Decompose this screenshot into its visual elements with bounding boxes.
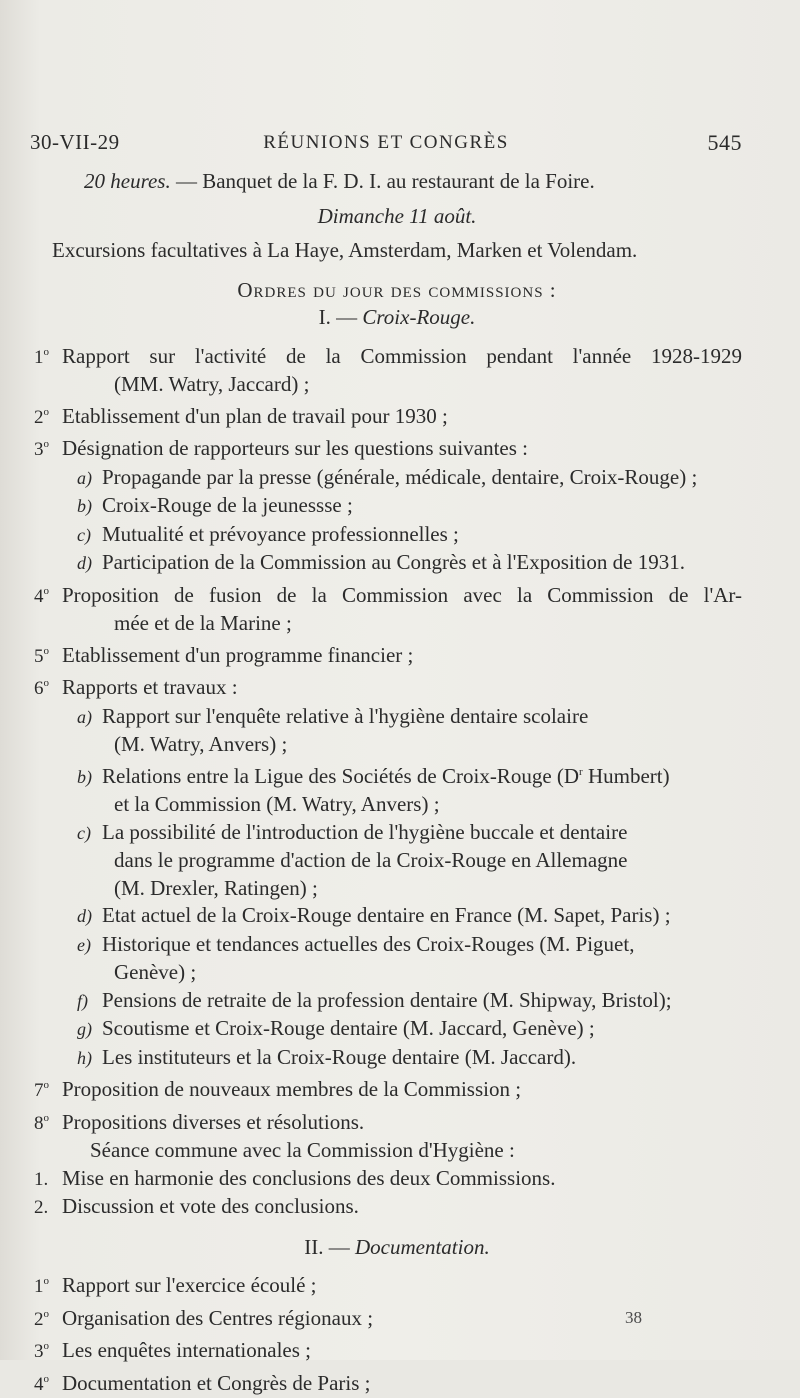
sub-item: f) Pensions de retraite de la profession dentaire (M. Shipway, Bristol); bbox=[52, 987, 742, 1016]
signature-mark: 38 bbox=[625, 1308, 642, 1328]
list-item: 1. Mise en harmonie des conclusions des deux Commissions. bbox=[52, 1165, 742, 1194]
header-date: 30-VII-29 bbox=[30, 130, 120, 155]
list-item: 7$^o$ Proposition de nouveaux membres de la Commission ; bbox=[52, 1072, 742, 1105]
list-item: 4$^o$ Proposition de fusion de la Commission avec la Commission de l'Ar- bbox=[52, 578, 742, 611]
document-body bbox=[52, 168, 742, 1398]
sub-item-continuation: (M. Drexler, Ratingen) ; bbox=[52, 875, 742, 903]
list-item-continuation: mée et de la Marine ; bbox=[52, 610, 742, 638]
list-item: 6$^o$ Rapports et travaux : bbox=[52, 670, 742, 703]
sub-item-continuation: dans le programme d'action de la Croix-Rouge en Allemagne bbox=[52, 847, 742, 875]
page-number: 545 bbox=[708, 130, 743, 156]
list-item: 3$^o$ Désignation de rapporteurs sur les questions suivantes : bbox=[52, 431, 742, 464]
section-heading: Ordres du jour des commissions : bbox=[52, 277, 742, 305]
sub-item: b) Croix-Rouge de la jeunessse ; bbox=[52, 492, 742, 521]
sub-item: a) Rapport sur l'enquête relative à l'hygiène dentaire scolaire bbox=[52, 703, 742, 732]
banquet-line: 20 heures. — Banquet de la F. D. I. au restaurant de la Foire. bbox=[52, 168, 742, 196]
list-item: 2. Discussion et vote des conclusions. bbox=[52, 1193, 742, 1222]
sub-item: d) Participation de la Commission au Congrès et à l'Exposition de 1931. bbox=[52, 549, 742, 578]
subsection-heading-2: II. — Documentation. bbox=[52, 1234, 742, 1262]
list-item: 1$^o$ Rapport sur l'activité de la Commission pendant l'année 1928-1929 bbox=[52, 339, 742, 372]
sub-item: e) Historique et tendances actuelles des Croix-Rouges (M. Piguet, bbox=[52, 931, 742, 960]
sub-item-continuation: (M. Watry, Anvers) ; bbox=[52, 731, 742, 759]
excursions-line: Excursions facultatives à La Haye, Amsterdam, Marken et Volendam. bbox=[52, 237, 742, 265]
subsection-heading-1: I. — Croix-Rouge. bbox=[52, 304, 742, 332]
list-item: 1$^o$ Rapport sur l'exercice écoulé ; bbox=[52, 1268, 742, 1301]
running-header bbox=[30, 130, 742, 162]
sub-item: h) Les instituteurs et la Croix-Rouge dentaire (M. Jaccard). bbox=[52, 1044, 742, 1073]
sub-item-continuation: Genève) ; bbox=[52, 959, 742, 987]
sub-item: c) La possibilité de l'introduction de l'hygiène buccale et dentaire bbox=[52, 819, 742, 848]
list-item-continuation: (MM. Watry, Jaccard) ; bbox=[52, 371, 742, 399]
date-heading: Dimanche 11 août. bbox=[52, 203, 742, 231]
sub-item-continuation: et la Commission (M. Watry, Anvers) ; bbox=[52, 791, 742, 819]
sub-item: b) Relations entre la Ligue des Sociétés de Croix-Rouge ($D^r$ Humbert) bbox=[52, 759, 742, 792]
header-title: RÉUNIONS ET CONGRÈS bbox=[30, 132, 742, 154]
list-item: 4$^o$ Documentation et Congrès de Paris ; bbox=[52, 1366, 742, 1398]
list-item: 8$^o$ Propositions diverses et résolutions. bbox=[52, 1105, 742, 1138]
list-item: 5$^o$ Etablissement d'un programme financier ; bbox=[52, 638, 742, 671]
sub-item: d) Etat actuel de la Croix-Rouge dentaire en France (M. Sapet, Paris) ; bbox=[52, 902, 742, 931]
list-item: 2$^o$ Organisation des Centres régionaux ; bbox=[52, 1301, 742, 1334]
joint-session-heading: Séance commune avec la Commission d'Hygiène : bbox=[52, 1137, 742, 1165]
sub-item: c) Mutualité et prévoyance professionnelles ; bbox=[52, 521, 742, 550]
sub-item: a) Propagande par la presse (générale, médicale, dentaire, Croix-Rouge) ; bbox=[52, 464, 742, 493]
list-item: 2$^o$ Etablissement d'un plan de travail pour 1930 ; bbox=[52, 399, 742, 432]
sub-item: g) Scoutisme et Croix-Rouge dentaire (M. Jaccard, Genève) ; bbox=[52, 1015, 742, 1044]
list-item: 3$^o$ Les enquêtes internationales ; bbox=[52, 1333, 742, 1366]
